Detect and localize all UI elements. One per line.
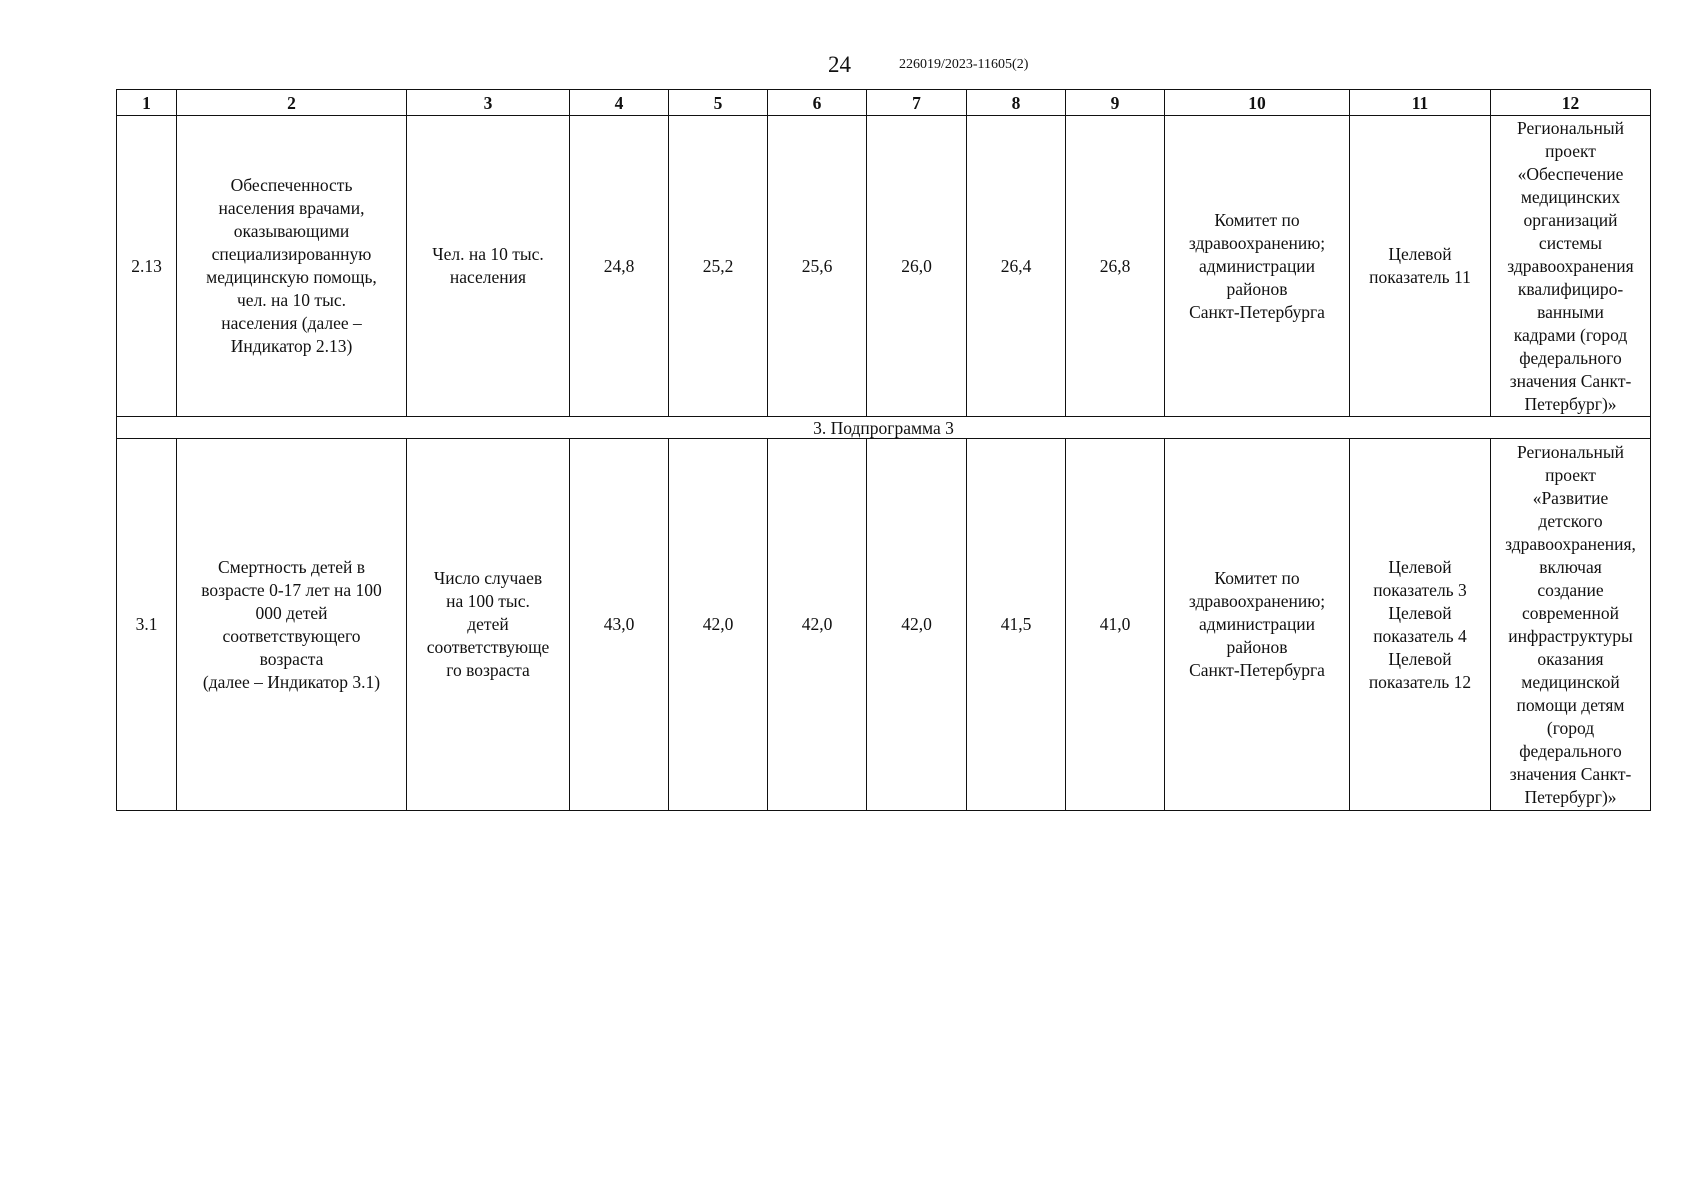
text-line: Комитет по	[1214, 568, 1300, 588]
text-line: Целевой	[1388, 244, 1452, 264]
indicator-name	[177, 116, 407, 417]
indicator-unit	[407, 439, 570, 811]
column-header: 10	[1165, 90, 1350, 116]
text-line: Региональный	[1516, 117, 1625, 138]
text-line: чел. на 10 тыс.	[237, 290, 346, 310]
text-line: показатель 12	[1368, 671, 1472, 692]
column-header: 6	[768, 90, 867, 116]
text-line: на 100 тыс.	[446, 591, 530, 611]
text-line: Санкт-Петербурга	[1189, 301, 1325, 322]
column-header: 3	[407, 90, 570, 116]
text-line: районов	[1226, 278, 1288, 299]
text-line: Целевой	[1388, 648, 1452, 669]
target-indicator	[1350, 439, 1491, 811]
text-line: оказания	[1537, 648, 1604, 669]
text-line: медицинскую помощь,	[206, 267, 377, 287]
text-line: населения врачами,	[218, 198, 365, 218]
column-header: 4	[570, 90, 669, 116]
header-row	[117, 90, 1651, 116]
indicator-value: 25,2	[669, 116, 768, 417]
text-line: Число случаев	[433, 568, 543, 588]
text-line: создание	[1537, 579, 1604, 600]
column-header: 1	[117, 90, 177, 116]
text-line: соответствующе	[426, 637, 550, 657]
text-line: здравоохранения	[1507, 255, 1634, 276]
indicator-value: 41,0	[1066, 439, 1165, 811]
text-line: «Обеспечение	[1517, 163, 1624, 184]
text-line: (далее – Индикатор 3.1)	[202, 671, 381, 692]
text-line: 000 детей	[255, 602, 328, 623]
text-line: системы	[1538, 232, 1603, 253]
text-line: специализированную	[211, 244, 372, 264]
column-header: 9	[1066, 90, 1165, 116]
text-line: проект	[1545, 140, 1596, 161]
text-line: детского	[1538, 510, 1603, 531]
regional-project	[1491, 439, 1651, 811]
text-line: показатель 3	[1373, 579, 1467, 600]
text-line: здравоохранению;	[1188, 591, 1326, 611]
indicator-value: 43,0	[570, 439, 669, 811]
text-line: помощи детям	[1516, 694, 1625, 715]
text-line: Петербург)»	[1524, 393, 1617, 414]
text-line: Целевой	[1388, 602, 1452, 623]
text-line: Смертность детей в	[217, 556, 366, 577]
text-line: федерального	[1519, 740, 1622, 761]
text-line: Петербург)»	[1524, 786, 1617, 807]
text-line: здравоохранению;	[1188, 232, 1326, 253]
text-line: детей	[467, 614, 509, 634]
text-line: возраста	[259, 648, 324, 669]
section-row	[117, 417, 1651, 439]
indicator-number: 2.13	[117, 116, 177, 417]
text-line: Чел. на 10 тыс.	[432, 244, 544, 264]
regional-project	[1491, 116, 1651, 417]
text-line: значения Санкт-	[1509, 763, 1632, 784]
text-line: показатель 4	[1373, 625, 1467, 646]
indicator-value: 25,6	[768, 116, 867, 417]
text-line: Санкт-Петербурга	[1189, 660, 1325, 680]
text-line: квалифициро-	[1517, 278, 1624, 299]
indicator-value: 26,4	[967, 116, 1066, 417]
text-line: Обеспеченность	[230, 175, 353, 195]
responsible-executor	[1165, 439, 1350, 811]
column-header: 12	[1491, 90, 1651, 116]
text-line: современной	[1522, 602, 1619, 623]
text-line: Целевой	[1388, 556, 1452, 577]
indicator-value: 41,5	[967, 439, 1066, 811]
text-line: администрации	[1198, 255, 1316, 276]
text-line: организаций	[1523, 209, 1618, 230]
indicator-value: 26,8	[1066, 116, 1165, 417]
indicators-table	[116, 89, 1651, 811]
text-line: проект	[1545, 464, 1596, 485]
text-line: медицинской	[1521, 671, 1620, 692]
text-line: районов	[1226, 637, 1288, 657]
text-line: медицинских	[1520, 186, 1621, 207]
text-line: «Развитие	[1532, 487, 1609, 508]
text-line: (город	[1546, 717, 1595, 738]
column-header: 7	[867, 90, 967, 116]
text-line: Региональный	[1516, 441, 1625, 462]
text-line: администрации	[1198, 614, 1316, 634]
text-line: показатель 11	[1369, 267, 1471, 287]
text-line: ванными	[1537, 301, 1604, 322]
indicator-value: 42,0	[867, 439, 967, 811]
target-indicator	[1350, 116, 1491, 417]
text-line: значения Санкт-	[1509, 370, 1632, 391]
text-line: включая	[1539, 556, 1602, 577]
table-row	[117, 439, 1651, 811]
text-line: Индикатор 2.13)	[230, 336, 353, 356]
text-line: возрасте 0-17 лет на 100	[201, 579, 382, 600]
column-header: 8	[967, 90, 1066, 116]
table-row	[117, 116, 1651, 417]
document-code: 226019/2023-11605(2)	[899, 57, 1029, 72]
indicator-unit	[407, 116, 570, 417]
text-line: здравоохранения,	[1505, 533, 1636, 554]
column-header: 5	[669, 90, 768, 116]
indicator-number: 3.1	[117, 439, 177, 811]
indicator-value: 24,8	[570, 116, 669, 417]
text-line: соответствующего	[222, 625, 361, 646]
text-line: населения	[449, 267, 527, 287]
text-line: инфраструктуры	[1508, 625, 1633, 646]
column-header: 11	[1350, 90, 1491, 116]
page-number: 24	[828, 52, 851, 77]
section-title: 3. Подпрограмма 3	[117, 417, 1651, 439]
text-line: кадрами (город	[1513, 324, 1628, 345]
indicator-name	[177, 439, 407, 811]
responsible-executor	[1165, 116, 1350, 417]
column-header: 2	[177, 90, 407, 116]
text-line: населения (далее –	[221, 313, 362, 333]
text-line: федерального	[1519, 347, 1622, 368]
text-line: оказывающими	[233, 221, 350, 241]
text-line: го возраста	[446, 660, 530, 680]
indicator-value: 42,0	[669, 439, 768, 811]
indicator-value: 42,0	[768, 439, 867, 811]
indicator-value: 26,0	[867, 116, 967, 417]
text-line: Комитет по	[1214, 209, 1300, 230]
